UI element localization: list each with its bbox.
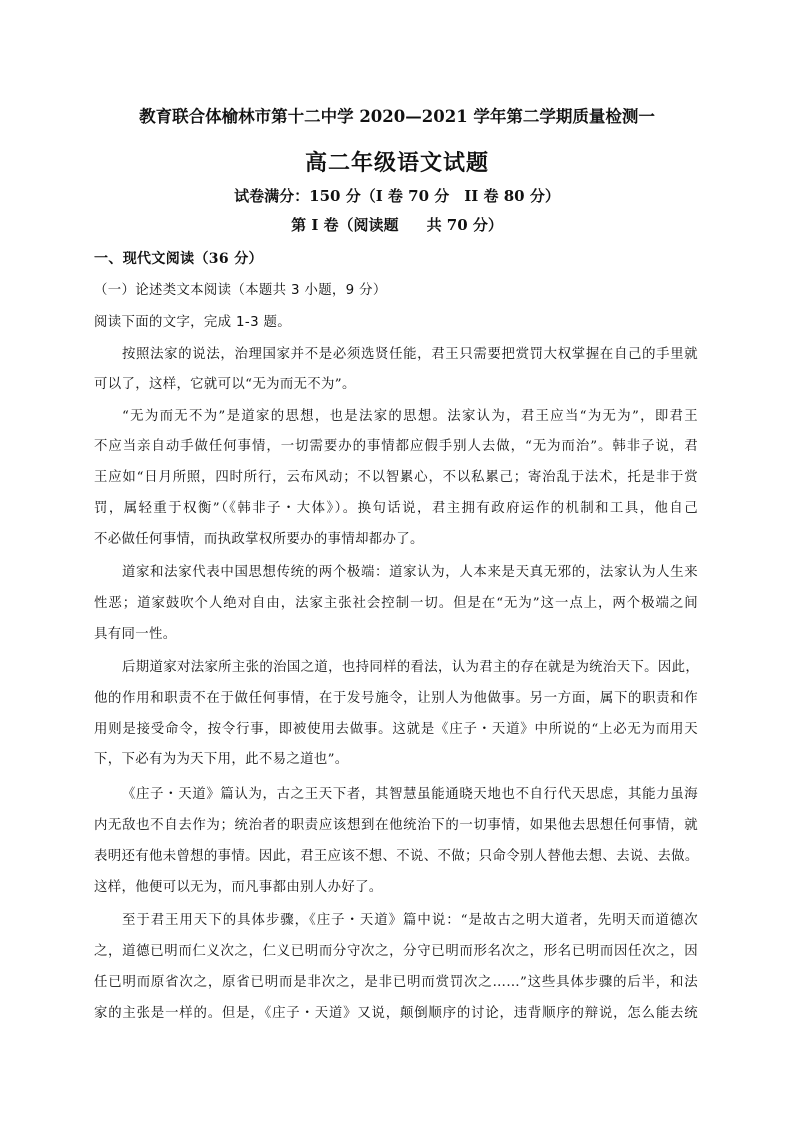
passage-line: 任已明而原省次之，原省已明而是非次之，是非已明而赏罚次之……”这些具体步骤的后半，和法 xyxy=(94,975,698,990)
section-heading: 一、现代文阅读（36 分） xyxy=(94,251,263,267)
passage-line: 性恶；道家鼓吹个人绝对自由，法家主张社会控制一切。但是在“无为”这一点上，两个极端之间 xyxy=(94,596,698,611)
passage-line: 他的作用和职责不在于做任何事情，在于发号施令，让别人为他做事。另一方面，属下的职责和作 xyxy=(94,691,698,706)
passage-line: 不必做任何事情，而执政掌权所要办的事情却都办了。 xyxy=(94,532,424,547)
passage-line: 罚，属轻重于权衡”（《韩非子・大体》）。换句话说，君主拥有政府运作的机制和工具，他自己 xyxy=(94,501,698,516)
score-info: 试卷满分：150 分（I 卷 70 分 II 卷 80 分） xyxy=(234,187,560,205)
passage-line: 《庄子・天道》篇认为，古之王天下者，其智慧虽能通晓天地也不自行代天思虑，其能力虽海 xyxy=(122,787,698,802)
passage-line: 具有同一性。 xyxy=(94,627,177,642)
school-exam-heading: 教育联合体榆林市第十二中学 2020—2021 学年第二学期质量检测一 xyxy=(139,107,655,126)
passage-line: 可以了，这样，它就可以“无为而无不为”。 xyxy=(94,377,356,392)
passage-line: 之，道德已明而仁义次之，仁义已明而分守次之，分守已明而形名次之，形名已明而因任次之，因 xyxy=(94,944,698,959)
volume-heading-part-a: 第 I 卷（阅读题 xyxy=(291,216,399,234)
passage-line: 用则是接受命令，按令行事，即被使用去做事。这就是《庄子・天道》中所说的“上必无为而用天 xyxy=(94,722,698,737)
passage-line: 王应如“日月所照，四时所行，云布风动；不以智累心，不以私累己；寄治乱于法术，托是非于赏 xyxy=(94,470,698,485)
passage-line: 家的主张是一样的。但是，《庄子・天道》又说，颠倒顺序的讨论，违背顺序的辩说，怎么能去统 xyxy=(94,1006,698,1021)
exam-title: 高二年级语文试题 xyxy=(304,150,489,176)
passage-line: 按照法家的说法，治理国家并不是必须选贤任能，君王只需要把赏罚大权掌握在自己的手里就 xyxy=(122,347,698,362)
passage-line: 表明还有他未曾想的事情。因此，君王应该不想、不说、不做；只命令别人替他去想、去说、去做。 xyxy=(94,849,699,864)
sub-section-heading: （一）论述类文本阅读（本题共 3 小题，9 分） xyxy=(94,283,387,298)
passage-line: 下，下必有为为天下用，此不易之道也”。 xyxy=(94,752,349,767)
passage-line: 后期道家对法家所主张的治国之道，也持同样的看法，认为君主的存在就是为统治天下。因此， xyxy=(122,660,700,675)
passage-line: “无为而无不为”是道家的思想，也是法家的思想。法家认为，君王应当“为无为”，即君王 xyxy=(122,409,698,424)
volume-heading-part-b: 共 70 分） xyxy=(426,216,503,234)
passage-line: 道家和法家代表中国思想传统的两个极端：道家认为，人本来是天真无邪的，法家认为人生来 xyxy=(122,565,698,580)
passage-line: 不应当亲自动手做任何事情，一切需要办的事情都应假手别人去做，“无为而治”。韩非子说，君 xyxy=(94,439,698,454)
passage-line: 内无敌也不自去作为；统治者的职责应该想到在他统治下的一切事情，如果他去思想任何事情，就 xyxy=(94,818,698,833)
passage-line: 至于君王用天下的具体步骤，《庄子・天道》篇中说：“是故古之明大道者，先明天而道德次 xyxy=(122,913,698,928)
reading-instruction: 阅读下面的文字，完成 1-3 题。 xyxy=(94,315,292,330)
volume-heading xyxy=(0,214,794,235)
passage-line: 这样，他便可以无为，而凡事都由别人办好了。 xyxy=(94,880,383,895)
